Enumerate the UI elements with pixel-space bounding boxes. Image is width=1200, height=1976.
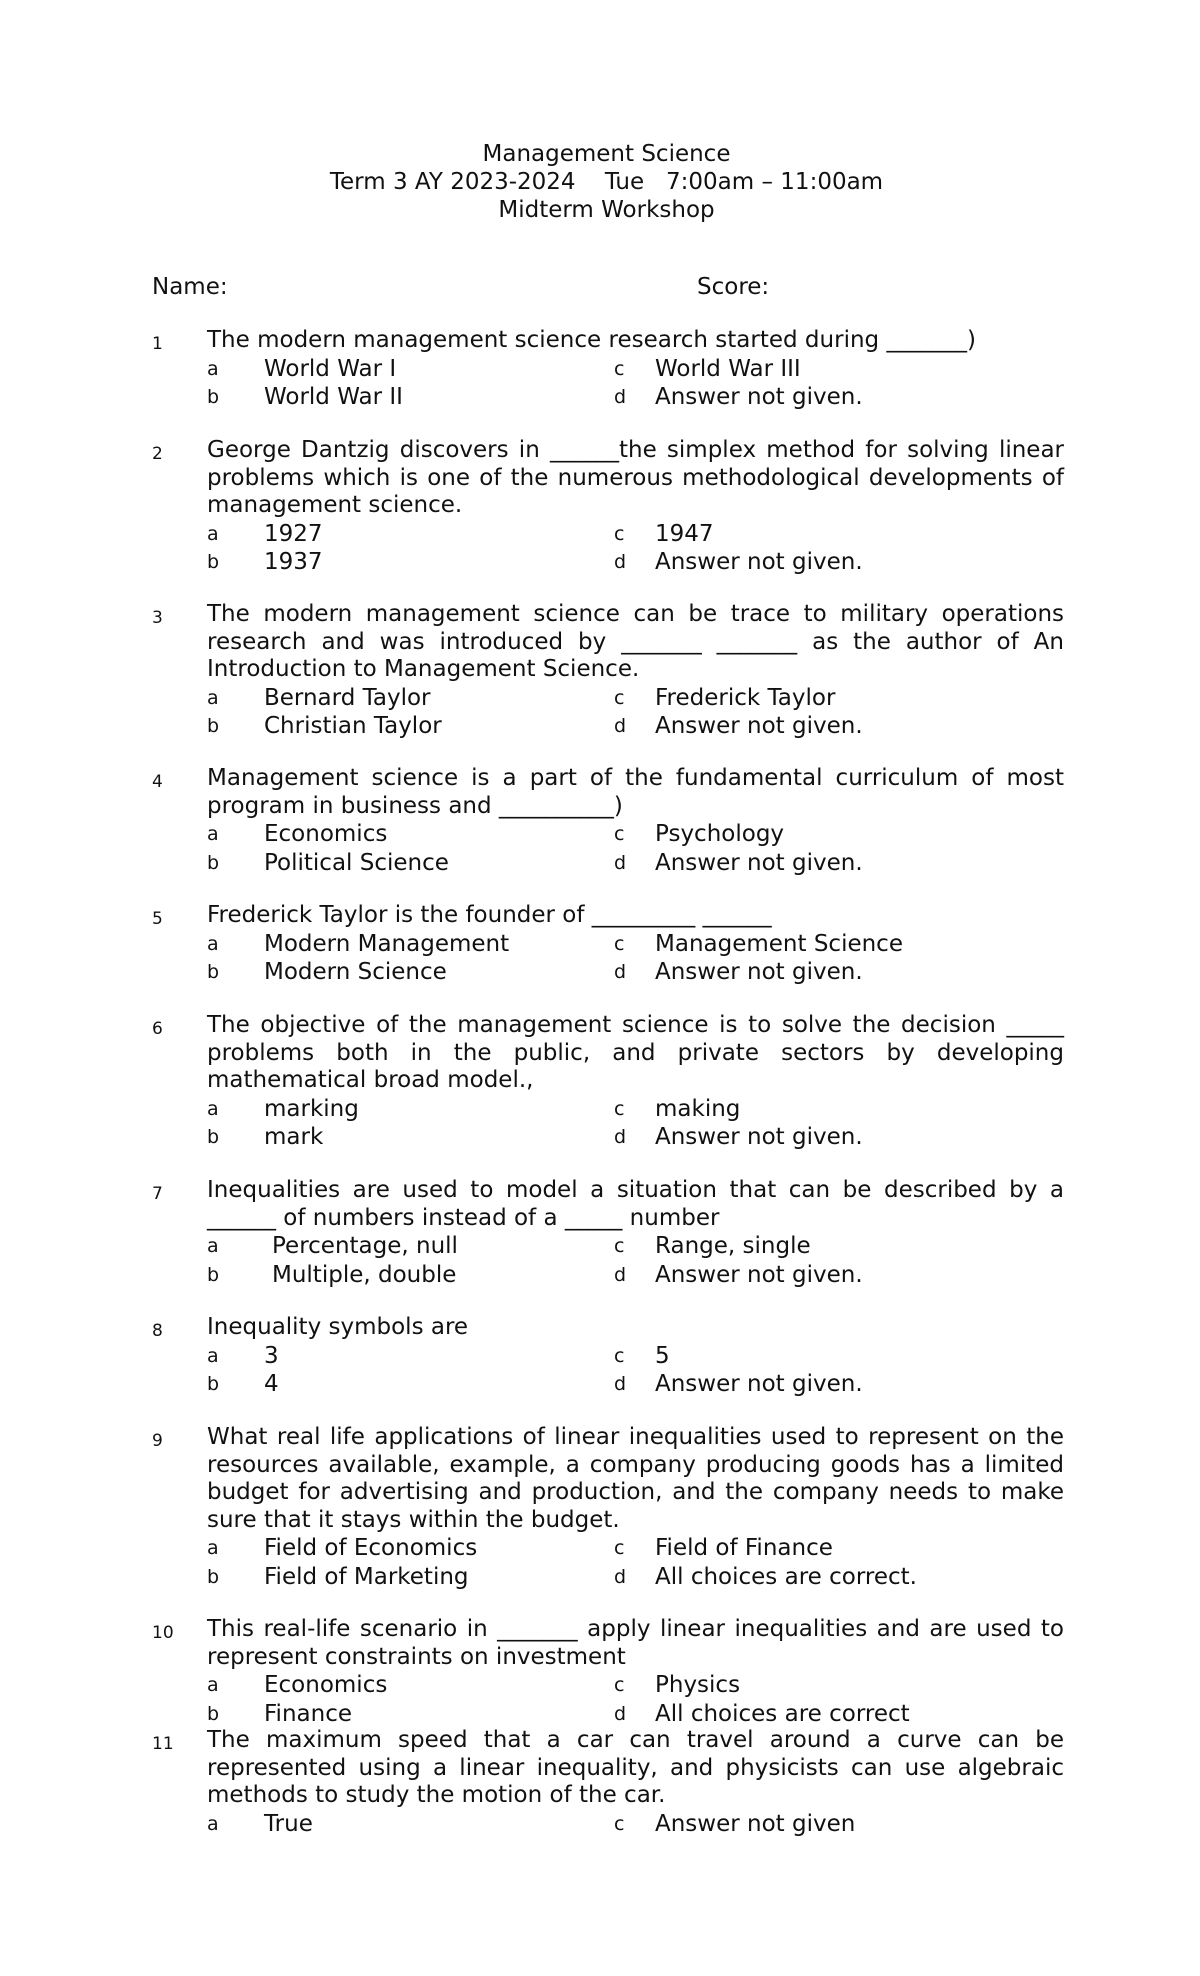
answer-option-d[interactable]: Answer not given. [655,1261,863,1288]
answer-option-b[interactable]: 1937 [264,549,323,575]
question-text: Management science is a part of the fundamental curriculum of most program in business and __________) [207,765,1064,819]
answer-option-a[interactable]: Percentage, null [272,1233,458,1259]
option-letter-b: b [207,1565,220,1588]
answer-option-b[interactable]: Multiple, double [272,1261,457,1288]
question-text: Inequalities are used to model a situation that can be described by a ______ of numbers instead of a _____ number [207,1177,1064,1231]
option-letter-c: c [614,1537,625,1559]
answer-option-c[interactable]: World War III [655,355,801,382]
option-letter-d: d [614,1702,627,1725]
question-text: The maximum speed that a car can travel around a curve can be represented using a linear inequality, and physicists can use algebraic methods to study the motion of the car. [207,1727,1064,1808]
question-text: The objective of the management science is to solve the decision _____ problems both in the public, and private sectors by developing mathematical broad model., [207,1012,1064,1093]
option-letter-d: d [614,851,627,874]
answer-option-b[interactable]: Christian Taylor [264,713,442,739]
question-number: 6 [152,1019,163,1039]
option-letter-b: b [207,851,220,874]
option-letter-a: a [207,1235,219,1257]
option-letter-a: a [207,1097,219,1120]
term-schedule: Term 3 AY 2023-2024 Tue 7:00am – 11:00am [329,169,884,195]
option-letter-b: b [207,551,220,573]
option-letter-b: b [207,386,220,408]
answer-option-c[interactable]: 1947 [655,520,714,547]
answer-option-a[interactable]: True [264,1810,313,1837]
answer-option-a[interactable]: Modern Management [264,930,510,957]
question-text: Inequality symbols are [207,1314,469,1340]
answer-option-d[interactable]: Answer not given. [655,384,863,410]
answer-option-c[interactable]: Management Science [655,930,903,957]
option-letter-a: a [207,686,219,709]
option-letter-a: a [207,357,219,380]
option-letter-c: c [614,1344,625,1367]
question-text: Frederick Taylor is the founder of _________ ______ [207,902,772,928]
answer-option-b[interactable]: World War II [264,384,403,410]
question-text: What real life applications of linear inequalities used to represent on the resources available, example, a company producing goods has a limited budget for advertising and production, and the company needs to make sure that it stays within the budget. [207,1424,1064,1533]
question-text: George Dantzig discovers in ______the simplex method for solving linear problems which is one of the numerous methodological developments of management science. [207,437,1064,518]
question-number: 10 [152,1623,174,1643]
answer-option-a[interactable]: Economics [264,1672,388,1698]
option-letter-c: c [614,823,625,845]
option-letter-a: a [207,932,219,955]
answer-option-c[interactable]: making [655,1095,741,1122]
score-label: Score: [697,274,770,300]
question-number: 5 [152,909,163,929]
answer-option-a[interactable]: 1927 [264,520,323,547]
answer-option-d[interactable]: Answer not given. [655,849,863,876]
option-letter-b: b [207,1263,220,1286]
answer-option-d[interactable]: All choices are correct [655,1700,910,1727]
answer-option-b[interactable]: Finance [264,1700,352,1727]
answer-option-c[interactable]: 5 [655,1342,670,1369]
answer-option-d[interactable]: Answer not given. [655,549,863,575]
answer-option-b[interactable]: Political Science [264,849,449,876]
answer-option-d[interactable]: Answer not given. [655,959,863,985]
option-letter-d: d [614,715,627,737]
question-number: 9 [152,1431,163,1451]
answer-option-d[interactable]: Answer not given. [655,1124,863,1150]
answer-option-a[interactable]: Economics [264,821,388,847]
answer-option-a[interactable]: Bernard Taylor [264,684,431,711]
answer-option-a[interactable]: marking [264,1095,359,1122]
option-letter-d: d [614,1373,627,1395]
option-letter-a: a [207,1674,219,1696]
answer-option-c[interactable]: Answer not given [655,1810,856,1837]
course-title: Management Science [482,141,731,167]
option-letter-c: c [614,1235,625,1257]
answer-option-c[interactable]: Physics [655,1672,741,1698]
answer-option-c[interactable]: Field of Finance [655,1535,833,1561]
answer-option-c[interactable]: Frederick Taylor [655,684,836,711]
document-title: Midterm Workshop [498,197,715,223]
answer-option-b[interactable]: Modern Science [264,959,447,985]
answer-option-a[interactable]: 3 [264,1342,279,1369]
answer-option-b[interactable]: Field of Marketing [264,1563,469,1590]
question-number: 7 [152,1184,163,1204]
option-letter-d: d [614,1263,627,1286]
option-letter-b: b [207,715,220,737]
option-letter-c: c [614,522,625,545]
question-text: The modern management science research started during _______) [207,327,976,353]
question-number: 11 [152,1734,174,1754]
option-letter-b: b [207,1373,220,1395]
document-header [0,140,1200,224]
option-letter-a: a [207,823,219,845]
option-letter-c: c [614,1674,625,1696]
option-letter-c: c [614,1812,625,1835]
answer-option-c[interactable]: Range, single [655,1233,811,1259]
option-letter-c: c [614,686,625,709]
option-letter-a: a [207,1812,219,1835]
answer-option-d[interactable]: Answer not given. [655,713,863,739]
option-letter-c: c [614,932,625,955]
option-letter-a: a [207,522,219,545]
option-letter-d: d [614,551,627,573]
question-number: 2 [152,444,163,464]
option-letter-b: b [207,1126,220,1148]
question-number: 1 [152,334,163,354]
question-text: This real-life scenario in _______ apply linear inequalities and are used to represent constraints on investment [207,1616,1064,1670]
option-letter-d: d [614,1565,627,1588]
question-number: 8 [152,1321,163,1341]
question-text: The modern management science can be trace to military operations research and was introduced by _______ _______ as the author of An Introduction to Management Science. [207,601,1064,682]
question-number: 4 [152,772,163,792]
answer-option-a[interactable]: Field of Economics [264,1535,478,1561]
answer-option-b[interactable]: mark [264,1124,324,1150]
option-letter-c: c [614,1097,625,1120]
option-letter-a: a [207,1344,219,1367]
answer-option-c[interactable]: Psychology [655,821,785,847]
option-letter-b: b [207,961,220,983]
answer-option-b[interactable]: 4 [264,1371,279,1397]
option-letter-a: a [207,1537,219,1559]
name-label: Name: [152,274,228,300]
option-letter-d: d [614,386,627,408]
option-letter-d: d [614,1126,627,1148]
question-number: 3 [152,608,163,628]
answer-option-d[interactable]: All choices are correct. [655,1563,917,1590]
answer-option-d[interactable]: Answer not given. [655,1371,863,1397]
option-letter-c: c [614,357,625,380]
option-letter-d: d [614,961,627,983]
answer-option-a[interactable]: World War I [264,355,397,382]
option-letter-b: b [207,1702,220,1725]
